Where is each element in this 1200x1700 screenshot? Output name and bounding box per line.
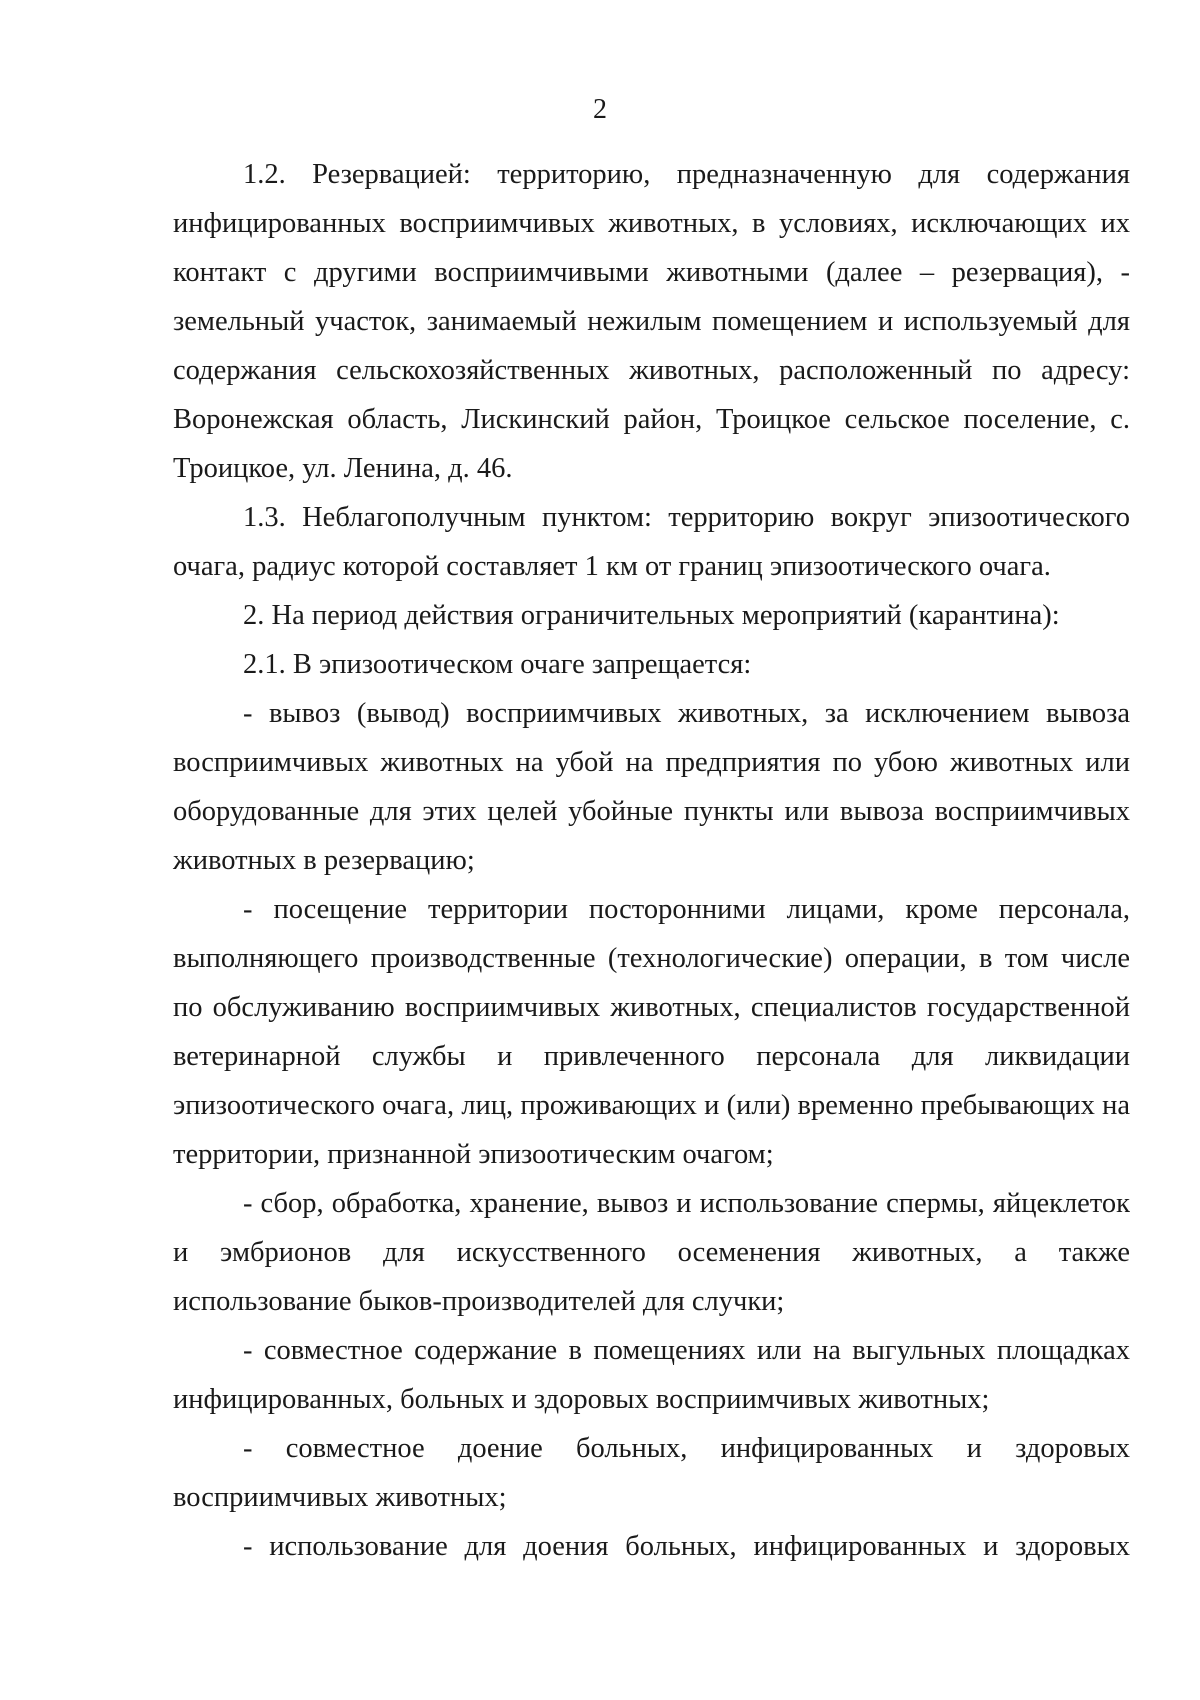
document-body [173, 150, 1130, 1571]
paragraph-1-2-reservation: 1.2. Резервацией: территорию, предназначенную для содержания инфицированных восприимчивых животных, в условиях, исключающих их контакт с другими восприимчивыми животными (далее – резервация), - земельный участок, занимаемый нежилым помещением и используемый для содержания сельскохозяйственных животных, расположенный по адресу: Воронежская область, Лискинский район, Троицкое сельское поселение, с. Троицкое, ул. Ленина, д. 46. [173, 159, 1130, 484]
paragraph-2-1-prohibited-in-focus: 2.1. В эпизоотическом очаге запрещается: [243, 649, 752, 680]
list-item-joint-keeping: - совместное содержание в помещениях или на выгульных площадках инфицированных, больных и здоровых восприимчивых животных; [173, 1335, 1130, 1415]
list-item-visitor-access: - посещение территории посторонними лицами, кроме персонала, выполняющего производственные (технологические) операции, в том числе по обслуживанию восприимчивых животных, специалистов государственной ветеринарной службы и привлеченного персонала для ликвидации эпизоотического очага, лиц, проживающих и (или) временно пребывающих на территории, признанной эпизоотическим очагом; [173, 894, 1130, 1170]
list-item-sperm-embryo-use: - сбор, обработка, хранение, вывоз и использование спермы, яйцеклеток и эмбрионов для искусственного осеменения животных, а также использование быков-производителей для случки; [173, 1188, 1130, 1317]
page-number: 2 [593, 94, 607, 125]
list-item-milking-equipment: - использование для доения больных, инфицированных и здоровых [243, 1531, 1130, 1562]
paragraph-1-3-unfavorable-point: 1.3. Неблагополучным пунктом: территорию вокруг эпизоотического очага, радиус которой составляет 1 км от границ эпизоотического очага. [173, 502, 1130, 582]
list-item-animal-removal: - вывоз (вывод) восприимчивых животных, за исключением вывоза восприимчивых животных на убой на предприятия по убою животных или оборудованные для этих целей убойные пункты или вывоза восприимчивых животных в резервацию; [173, 698, 1130, 876]
paragraph-2-quarantine-period: 2. На период действия ограничительных мероприятий (карантина): [243, 600, 1060, 631]
list-item-joint-milking: - совместное доение больных, инфицированных и здоровых восприимчивых животных; [173, 1433, 1130, 1513]
